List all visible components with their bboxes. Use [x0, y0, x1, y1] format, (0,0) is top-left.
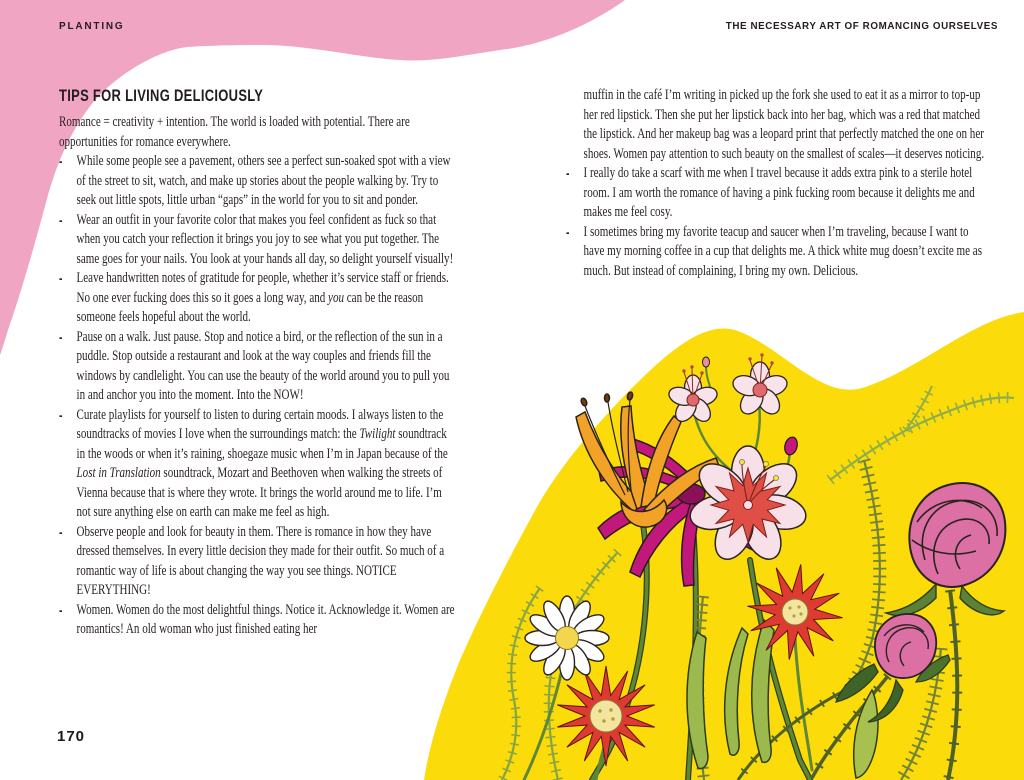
bullet-item [566, 223, 990, 282]
right-bullet-list [566, 164, 990, 281]
bullet-item [59, 406, 457, 523]
bullet-dash: - [59, 271, 63, 286]
bullet-dash: - [566, 224, 570, 240]
bullet-item [59, 211, 457, 270]
page-number: 170 [57, 728, 86, 745]
bullet-text: While some people see a pavement, others see a perfect sun-soaked spot with a view of the street to sit, watch, and make up stories about the people walking by. Try to seek out little spots, little urban “gaps” in the world for you to sit and ponder. [76, 153, 451, 208]
bullet-dash: - [59, 329, 63, 345]
bullet-text: Wear an outfit in your favorite color that makes you feel confident as fuck so that when you catch your reflection it brings you joy to see what you put together. The same goes for your nails. You look at your hands all day, so delight yourself visually! [76, 211, 454, 267]
bullet-item [59, 152, 457, 211]
continuation-paragraph: muffin in the café I’m writing in picked up the fork she used to eat it as a mirror to top-up her red lipstick. Then she put her lipstick back into her bag, which was a red that matched the lipstick. And her makeup bag was a leopard print that perfectly matched the one on her shoes. Women pay attention to such beauty on the smallest of scales—it deserves noticing. [583, 87, 985, 162]
bullet-dash: - [59, 407, 63, 423]
bullet-text: Curate playlists for yourself to listen to during certain moods. I always listen to the soundtracks of movies I love when the surroundings match: the Twilight soundtrack in the woods or when it’s raining, shoegaze music when I’m in Japan because of the Lost in Translation soundtrack, Mozart and Beethoven when walking the streets of Vienna because that is where they wrote. It brings the world around me to life. I’m not sure anything else on earth can make me feel as high. [76, 406, 448, 520]
bullet-item [566, 164, 990, 223]
bullet-dash: - [59, 212, 63, 228]
bullet-text: Women. Women do the most delightful things. Notice it. Acknowledge it. Women are romantics! An old woman who just finished eating her [76, 601, 455, 637]
bullet-text: Observe people and look for beauty in them. There is romance in how they have dressed themselves. In every little decision they made for their outfit. So much of a romantic way of life is about changing the way you see things. NOTICE EVERYTHING! [76, 523, 445, 598]
bullet-text: I really do take a scarf with me when I travel because it adds extra pink to a sterile hotel room. I am worth the romance of having a pink fucking room because it delights me and makes me feel cosy. [583, 165, 975, 220]
bullet-item [59, 328, 457, 406]
bullet-dash: - [59, 154, 63, 169]
bullet-text: Pause on a walk. Just pause. Stop and notice a bird, or the reflection of the sun in a puddle. Stop outside a restaurant and look at the way couples and friends fill the windows by candlelight. You can use the beauty of the world around you to pull you in and anchor you into the moment. Into the NOW! [76, 328, 450, 403]
bullet-text: Leave handwritten notes of gratitude for people, whether it’s service staff or friends. No one ever fucking does this so it goes a long way, and you can be the reason someone feels hopeful about the world. [76, 270, 449, 325]
section-title: TIPS FOR LIVING DELICIOUSLY [59, 86, 264, 105]
left-bullet-list [59, 152, 457, 640]
bullet-dash: - [59, 524, 63, 540]
left-page-column [59, 86, 457, 640]
bullet-item [59, 269, 457, 328]
bullet-item [59, 601, 457, 640]
running-head-left: PLANTING [59, 21, 125, 32]
bullet-text: I sometimes bring my favorite teacup and saucer when I’m traveling, because I want to have my morning coffee in a cup that delights me. A thick white mug doesn’t excite me as much. But instead of complaining, I bring my own. Delicious. [583, 223, 983, 279]
bullet-dash: - [59, 602, 63, 618]
right-page-column [566, 86, 990, 281]
bullet-dash: - [566, 166, 570, 181]
running-head-right: THE NECESSARY ART OF ROMANCING OURSELVES [725, 21, 998, 32]
intro-paragraph: Romance = creativity + intention. The world is loaded with potential. There are opportunities for romance everywhere. [59, 114, 410, 150]
bullet-item [59, 523, 457, 601]
